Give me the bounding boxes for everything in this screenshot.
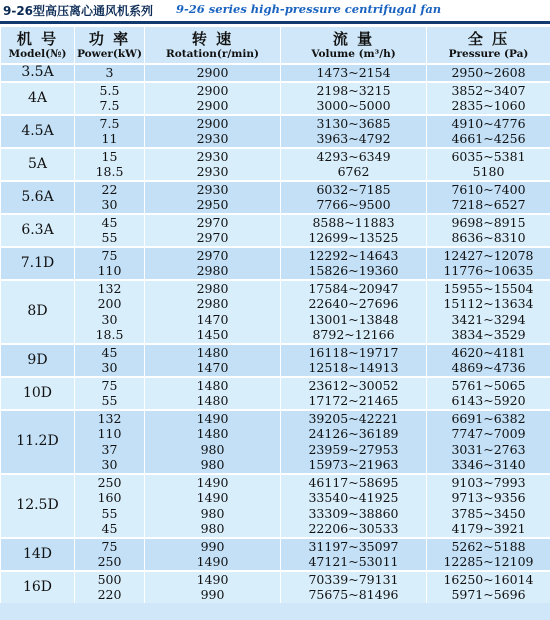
model-group	[1, 474, 550, 538]
volume-cell: 6032~7185	[281, 181, 427, 198]
pressure-cell: 6035~5381	[427, 148, 550, 165]
pressure-cell: 4179~3921	[427, 521, 550, 538]
volume-cell: 12518~14913	[281, 360, 427, 377]
rotation-cell: 980	[145, 506, 281, 522]
pressure-cell: 7610~7400	[427, 181, 550, 198]
power-cell: 45	[75, 214, 145, 231]
model-group	[1, 181, 550, 214]
rotation-cell: 1490	[145, 571, 281, 588]
volume-cell: 24126~36189	[281, 426, 427, 442]
model-cell: 4.5A	[1, 115, 75, 148]
power-cell: 18.5	[75, 327, 145, 344]
power-cell: 110	[75, 263, 145, 280]
col-header-power-cn: 功 率	[88, 29, 131, 48]
col-header-pressure-en: Pressure (Pa)	[448, 47, 529, 60]
power-cell: 250	[75, 474, 145, 491]
rotation-cell: 2900	[145, 82, 281, 99]
table-row	[1, 98, 550, 115]
model-group	[1, 280, 550, 344]
pressure-cell: 4661~4256	[427, 131, 550, 148]
rotation-cell: 2930	[145, 181, 281, 198]
table-row	[1, 426, 550, 442]
power-cell: 75	[75, 538, 145, 555]
col-header-volume-cn: 流 量	[332, 29, 375, 48]
rotation-cell: 1490	[145, 474, 281, 491]
power-cell: 500	[75, 571, 145, 588]
pressure-cell: 9698~8915	[427, 214, 550, 231]
rotation-cell: 2930	[145, 131, 281, 148]
rotation-cell: 2930	[145, 148, 281, 165]
rotation-cell: 1490	[145, 554, 281, 571]
volume-cell: 23959~27953	[281, 442, 427, 458]
pressure-cell: 7218~6527	[427, 197, 550, 214]
title-underline	[0, 21, 550, 24]
power-cell: 110	[75, 426, 145, 442]
volume-cell: 33540~41925	[281, 490, 427, 506]
rotation-cell: 2980	[145, 296, 281, 312]
pressure-cell: 11776~10635	[427, 263, 550, 280]
rotation-cell: 2900	[145, 98, 281, 115]
pressure-cell: 5262~5188	[427, 538, 550, 555]
volume-cell: 7766~9500	[281, 197, 427, 214]
rotation-cell: 1480	[145, 426, 281, 442]
power-cell: 30	[75, 312, 145, 328]
rotation-cell: 2970	[145, 230, 281, 247]
power-cell: 22	[75, 181, 145, 198]
table-row	[1, 115, 550, 132]
pressure-cell: 15112~13634	[427, 296, 550, 312]
rotation-cell: 980	[145, 457, 281, 474]
table-row	[1, 490, 550, 506]
volume-cell: 12699~13525	[281, 230, 427, 247]
model-group	[1, 571, 550, 603]
power-cell: 160	[75, 490, 145, 506]
volume-cell: 6762	[281, 164, 427, 181]
pressure-cell: 3785~3450	[427, 506, 550, 522]
pressure-cell: 7747~7009	[427, 426, 550, 442]
table-row	[1, 131, 550, 148]
title-chinese: 9-26型高压离心通风机系列	[3, 4, 154, 18]
table-row	[1, 312, 550, 328]
volume-cell: 2198~3215	[281, 82, 427, 99]
col-header-pressure	[427, 27, 550, 65]
model-group	[1, 538, 550, 571]
pressure-cell: 9713~9356	[427, 490, 550, 506]
table-row	[1, 164, 550, 181]
power-cell: 45	[75, 344, 145, 361]
rotation-cell: 2970	[145, 214, 281, 231]
power-cell: 45	[75, 521, 145, 538]
power-cell: 55	[75, 506, 145, 522]
model-cell: 6.3A	[1, 214, 75, 247]
volume-cell: 22640~27696	[281, 296, 427, 312]
power-cell: 220	[75, 587, 145, 603]
volume-cell: 17584~20947	[281, 280, 427, 297]
volume-cell: 4293~6349	[281, 148, 427, 165]
table-row	[1, 410, 550, 427]
rotation-cell: 2980	[145, 263, 281, 280]
pressure-cell: 5761~5065	[427, 377, 550, 394]
pressure-cell: 3834~3529	[427, 327, 550, 344]
power-cell: 132	[75, 280, 145, 297]
model-group	[1, 115, 550, 148]
rotation-cell: 1480	[145, 393, 281, 410]
volume-cell: 3963~4792	[281, 131, 427, 148]
power-cell: 18.5	[75, 164, 145, 181]
table-row	[1, 263, 550, 280]
table-row	[1, 377, 550, 394]
col-header-power	[75, 27, 145, 65]
table-row	[1, 327, 550, 344]
col-header-volume	[281, 27, 427, 65]
rotation-cell: 2950	[145, 197, 281, 214]
rotation-cell: 1490	[145, 410, 281, 427]
model-group	[1, 377, 550, 410]
volume-cell: 47121~53011	[281, 554, 427, 571]
pressure-cell: 15955~15504	[427, 280, 550, 297]
table-row	[1, 571, 550, 588]
rotation-cell: 1480	[145, 344, 281, 361]
rotation-cell: 1470	[145, 312, 281, 328]
volume-cell: 46117~58695	[281, 474, 427, 491]
model-cell: 11.2D	[1, 410, 75, 474]
power-cell: 30	[75, 197, 145, 214]
table-row	[1, 280, 550, 297]
spec-sheet	[0, 26, 550, 620]
model-cell: 7.1D	[1, 247, 75, 280]
table-row	[1, 506, 550, 522]
model-cell: 10D	[1, 377, 75, 410]
power-cell: 75	[75, 247, 145, 264]
table-row	[1, 82, 550, 99]
model-group	[1, 247, 550, 280]
table-row	[1, 538, 550, 555]
table-row	[1, 587, 550, 603]
table-row	[1, 247, 550, 264]
power-cell: 55	[75, 393, 145, 410]
col-header-model-cn: 机 号	[16, 29, 59, 48]
volume-cell: 16118~19717	[281, 344, 427, 361]
pressure-cell: 3421~3294	[427, 312, 550, 328]
volume-cell: 75675~81496	[281, 587, 427, 603]
model-cell: 8D	[1, 280, 75, 344]
table-row	[1, 230, 550, 247]
rotation-cell: 1480	[145, 377, 281, 394]
pressure-cell: 3346~3140	[427, 457, 550, 474]
model-group	[1, 344, 550, 377]
model-cell: 5A	[1, 148, 75, 181]
power-cell: 3	[75, 64, 145, 82]
volume-cell: 1473~2154	[281, 64, 427, 82]
col-header-power-en: Power(kW)	[77, 47, 142, 60]
volume-cell: 15826~19360	[281, 263, 427, 280]
table-row	[1, 197, 550, 214]
power-cell: 30	[75, 360, 145, 377]
table-row	[1, 554, 550, 571]
rotation-cell: 1490	[145, 490, 281, 506]
table-row	[1, 296, 550, 312]
title-english: 9-26 series high-pressure centrifugal fan	[176, 2, 442, 16]
volume-cell: 3000~5000	[281, 98, 427, 115]
rotation-cell: 2980	[145, 280, 281, 297]
volume-cell: 8792~12166	[281, 327, 427, 344]
fan-spec-table	[0, 26, 550, 603]
rotation-cell: 1470	[145, 360, 281, 377]
table-row	[1, 393, 550, 410]
table-header	[1, 27, 550, 65]
volume-cell: 70339~79131	[281, 571, 427, 588]
model-cell: 4A	[1, 82, 75, 115]
pressure-cell: 5180	[427, 164, 550, 181]
pressure-cell: 3852~3407	[427, 82, 550, 99]
power-cell: 37	[75, 442, 145, 458]
volume-cell: 8588~11883	[281, 214, 427, 231]
table-row	[1, 214, 550, 231]
model-group	[1, 148, 550, 181]
pressure-cell: 3031~2763	[427, 442, 550, 458]
pressure-cell: 4869~4736	[427, 360, 550, 377]
power-cell: 15	[75, 148, 145, 165]
volume-cell: 17172~21465	[281, 393, 427, 410]
model-group	[1, 64, 550, 82]
power-cell: 250	[75, 554, 145, 571]
power-cell: 7.5	[75, 98, 145, 115]
power-cell: 30	[75, 457, 145, 474]
power-cell: 200	[75, 296, 145, 312]
rotation-cell: 2900	[145, 115, 281, 132]
pressure-cell: 2950~2608	[427, 64, 550, 82]
volume-cell: 33309~38860	[281, 506, 427, 522]
table-row	[1, 64, 550, 82]
pressure-cell: 6143~5920	[427, 393, 550, 410]
col-header-volume-en: Volume (m³/h)	[311, 47, 396, 60]
volume-cell: 31197~35097	[281, 538, 427, 555]
power-cell: 7.5	[75, 115, 145, 132]
pressure-cell: 8636~8310	[427, 230, 550, 247]
rotation-cell: 980	[145, 521, 281, 538]
volume-cell: 15973~21963	[281, 457, 427, 474]
model-cell: 3.5A	[1, 64, 75, 82]
pressure-cell: 6691~6382	[427, 410, 550, 427]
col-header-rotation-cn: 转 速	[191, 29, 234, 48]
power-cell: 11	[75, 131, 145, 148]
col-header-rotation-en: Rotation(r/min)	[166, 47, 259, 60]
table-row	[1, 457, 550, 474]
pressure-cell: 12427~12078	[427, 247, 550, 264]
title-bar	[0, 0, 550, 24]
pressure-cell: 5971~5696	[427, 587, 550, 603]
model-cell: 12.5D	[1, 474, 75, 538]
model-group	[1, 410, 550, 474]
pressure-cell: 12285~12109	[427, 554, 550, 571]
volume-cell: 12292~14643	[281, 247, 427, 264]
pressure-cell: 9103~7993	[427, 474, 550, 491]
model-cell: 14D	[1, 538, 75, 571]
pressure-cell: 4910~4776	[427, 115, 550, 132]
volume-cell: 13001~13848	[281, 312, 427, 328]
table-row	[1, 474, 550, 491]
pressure-cell: 2835~1060	[427, 98, 550, 115]
rotation-cell: 2970	[145, 247, 281, 264]
volume-cell: 39205~42221	[281, 410, 427, 427]
col-header-model	[1, 27, 75, 65]
volume-cell: 23612~30052	[281, 377, 427, 394]
rotation-cell: 1450	[145, 327, 281, 344]
model-group	[1, 82, 550, 115]
power-cell: 75	[75, 377, 145, 394]
model-cell: 9D	[1, 344, 75, 377]
power-cell: 5.5	[75, 82, 145, 99]
rotation-cell: 2900	[145, 64, 281, 82]
col-header-pressure-cn: 全 压	[467, 29, 510, 48]
col-header-model-en: Model(№)	[8, 47, 67, 60]
table-row	[1, 344, 550, 361]
rotation-cell: 990	[145, 538, 281, 555]
rotation-cell: 990	[145, 587, 281, 603]
power-cell: 55	[75, 230, 145, 247]
volume-cell: 22206~30533	[281, 521, 427, 538]
pressure-cell: 16250~16014	[427, 571, 550, 588]
model-group	[1, 214, 550, 247]
table-row	[1, 148, 550, 165]
col-header-rotation	[145, 27, 281, 65]
table-row	[1, 181, 550, 198]
table-row	[1, 521, 550, 538]
model-cell: 5.6A	[1, 181, 75, 214]
pressure-cell: 4620~4181	[427, 344, 550, 361]
volume-cell: 3130~3685	[281, 115, 427, 132]
power-cell: 132	[75, 410, 145, 427]
header-row	[1, 27, 550, 65]
model-cell: 16D	[1, 571, 75, 603]
table-row	[1, 442, 550, 458]
rotation-cell: 2930	[145, 164, 281, 181]
table-row	[1, 360, 550, 377]
rotation-cell: 980	[145, 442, 281, 458]
